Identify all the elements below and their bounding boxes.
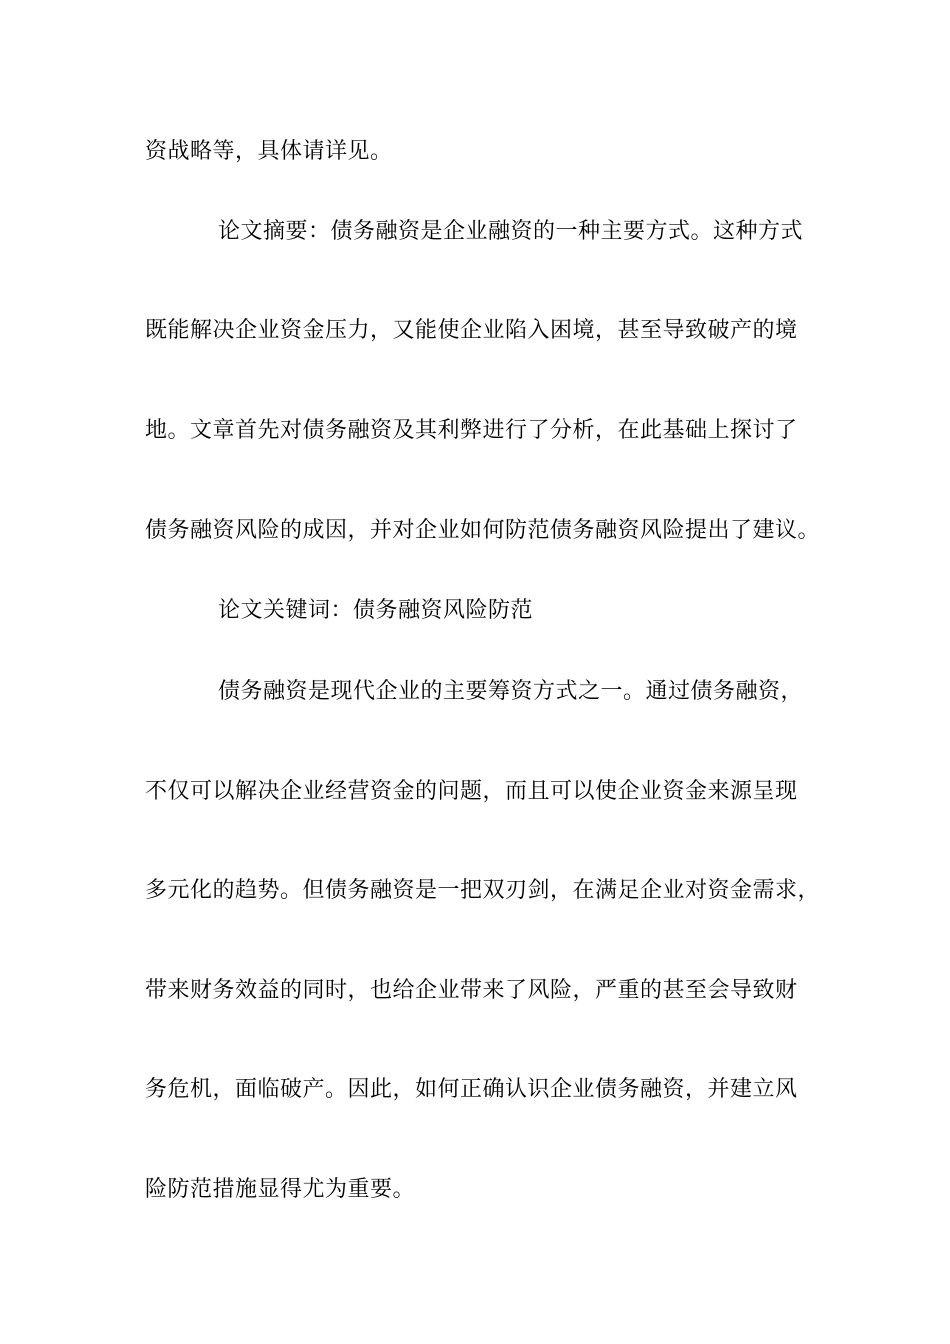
text-line: 多元化的趋势。但债务融资是一把双刃剑，在满足企业对资金需求， — [145, 878, 821, 903]
text-line: 债务融资风险的成因，并对企业如何防范债务融资风险提出了建议。 — [145, 518, 821, 543]
text-line: 不仅可以解决企业经营资金的问题，而且可以使企业资金来源呈现 — [145, 779, 798, 804]
body-paragraph-line: 债务融资是现代企业的主要筹资方式之一。通过债务融资， — [218, 679, 804, 704]
text-line: 既能解决企业资金压力，又能使企业陷入困境，甚至导致破产的境 — [145, 318, 798, 343]
text-line: 带来财务效益的同时，也给企业带来了风险，严重的甚至会导致财 — [145, 978, 798, 1003]
text-line: 资战略等，具体请详见。 — [145, 139, 393, 164]
text-line: 务危机，面临破产。因此，如何正确认识企业债务融资，并建立风 — [145, 1077, 798, 1102]
text-line: 险防范措施显得尤为重要。 — [145, 1177, 416, 1202]
keywords-line: 论文关键词：债务融资风险防范 — [218, 598, 534, 623]
text-line: 地。文章首先对债务融资及其利弊进行了分析，在此基础上探讨了 — [145, 418, 798, 443]
abstract-line: 论文摘要：债务融资是企业融资的一种主要方式。这种方式 — [218, 219, 804, 244]
